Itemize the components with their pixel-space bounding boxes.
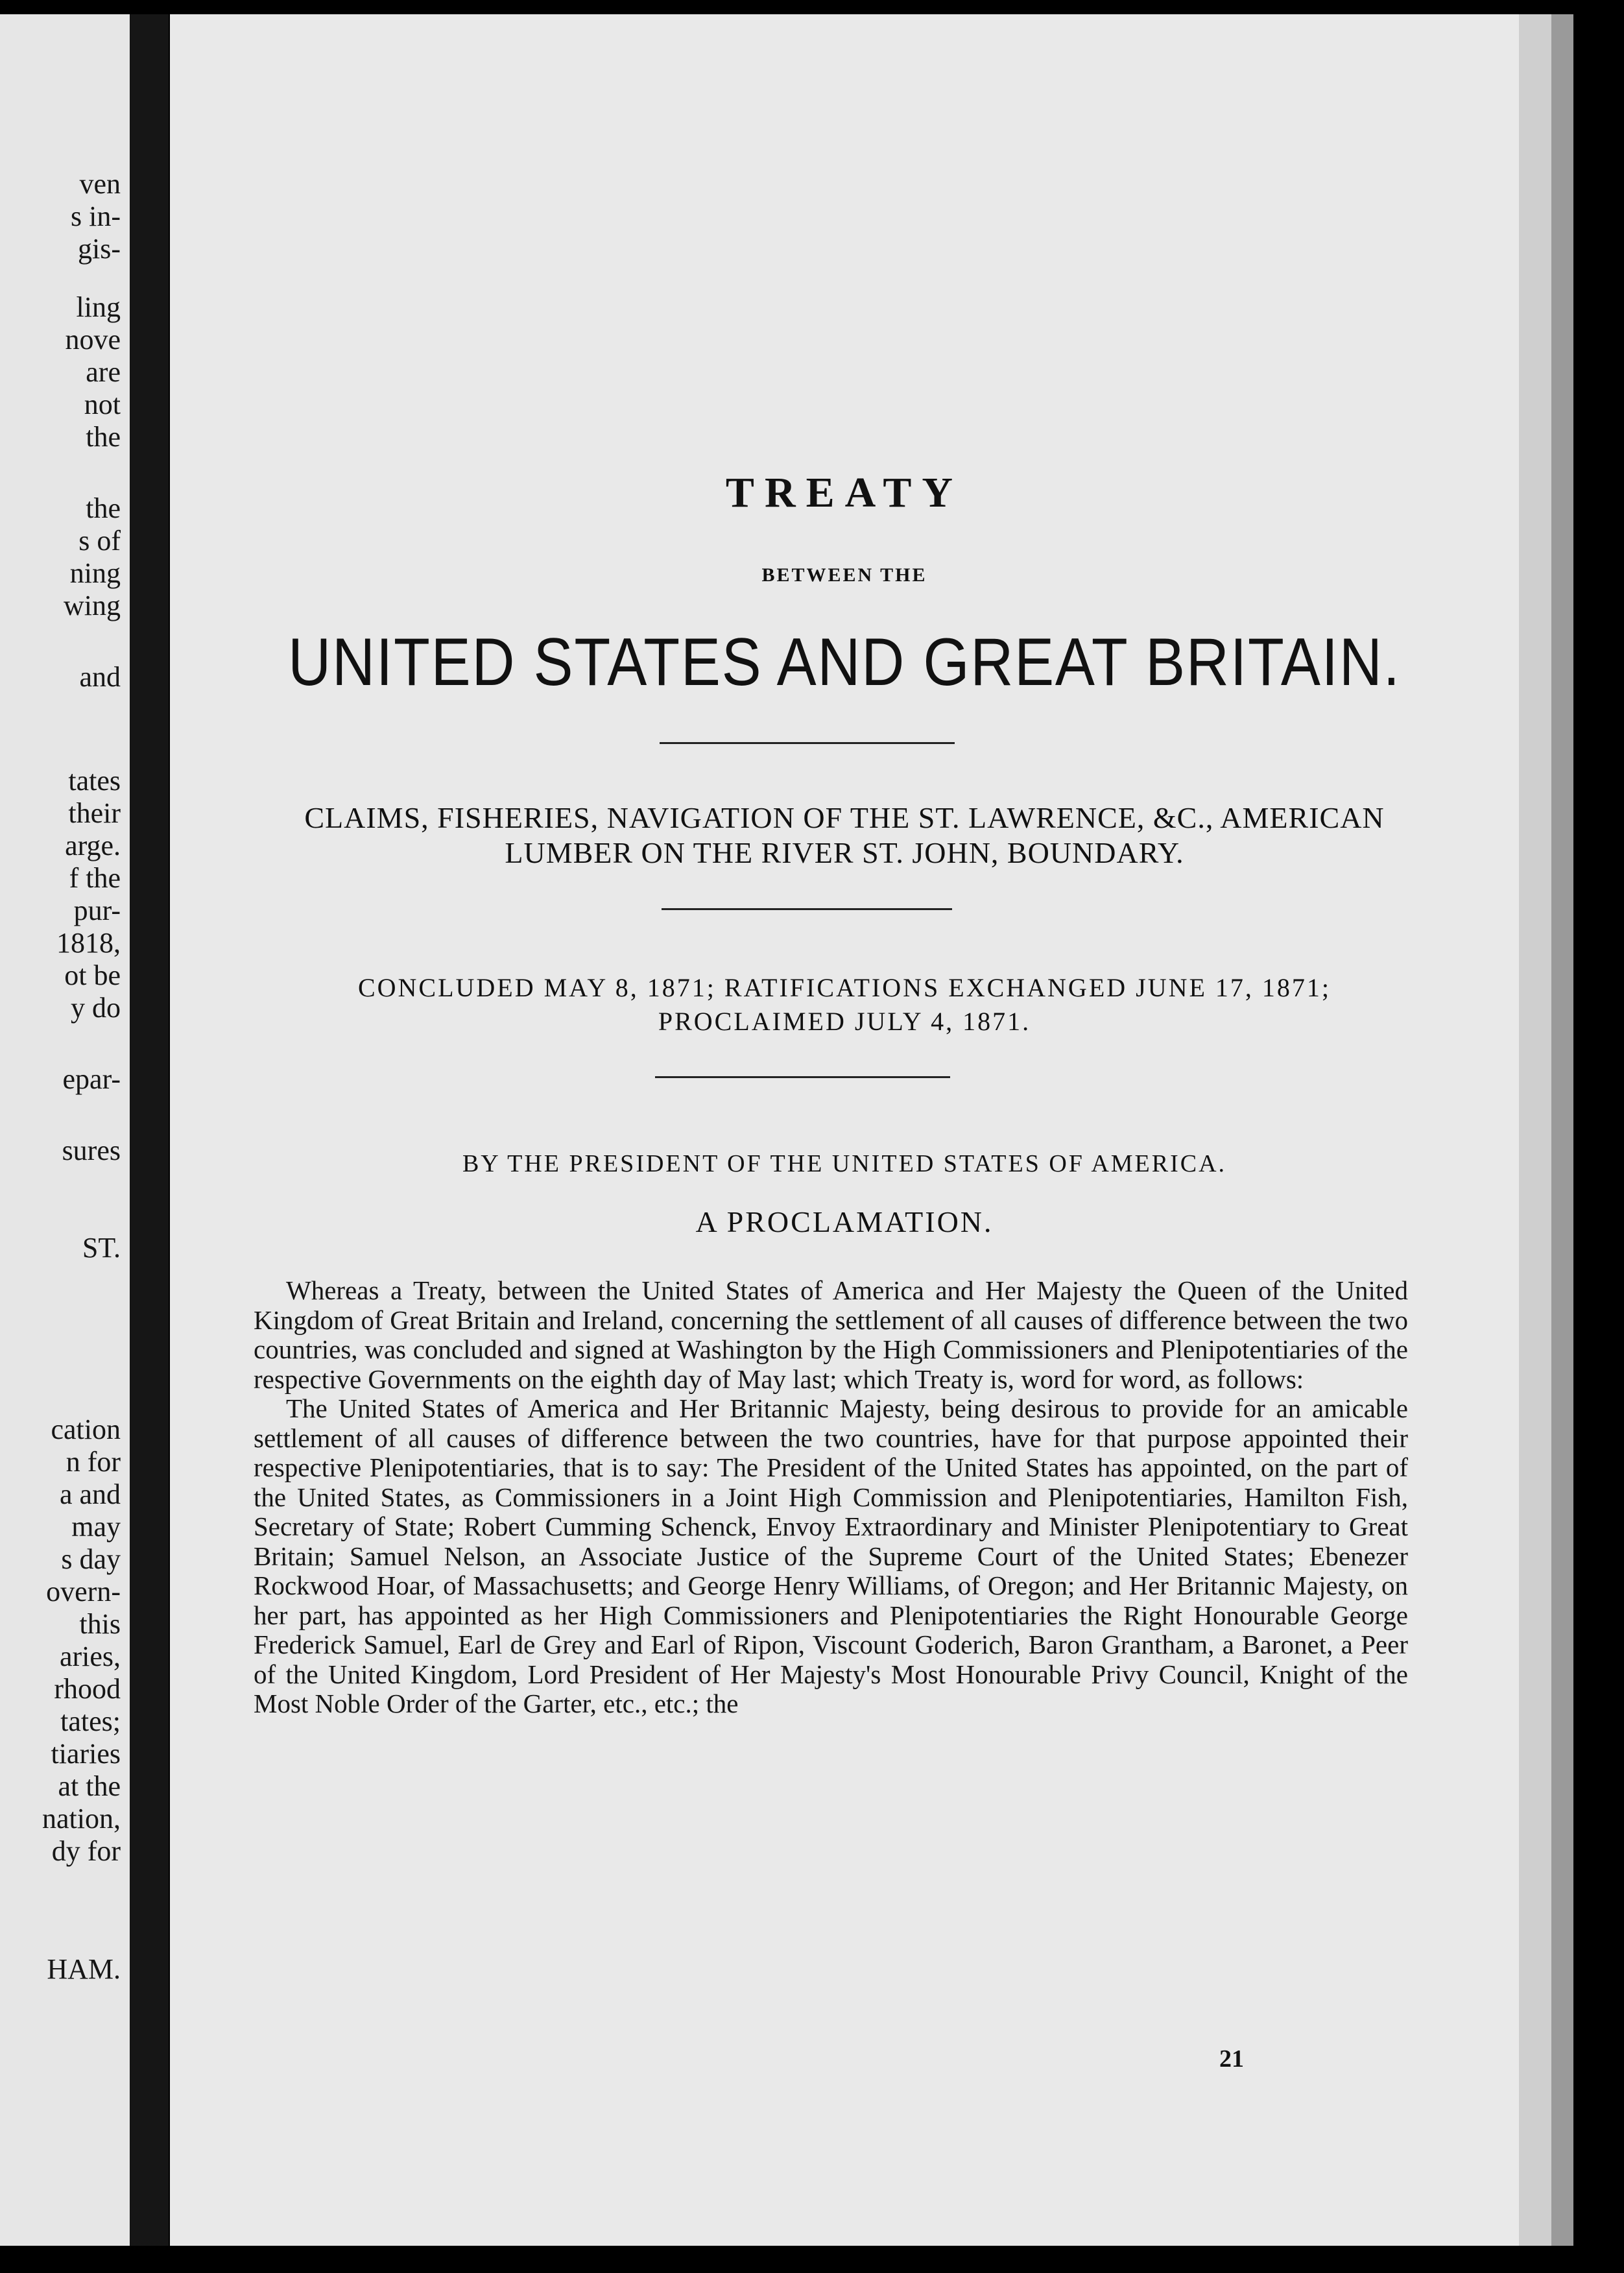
previous-page-line-fragment: sures — [62, 1135, 121, 1166]
subject-line-2: LUMBER ON THE RIVER ST. JOHN, BOUNDARY. — [505, 836, 1184, 869]
previous-page-line-fragment: tates — [68, 765, 121, 797]
previous-page-line-fragment: ning — [69, 557, 121, 589]
previous-page-line-fragment: HAM. — [47, 1953, 121, 1985]
previous-page-line-fragment: ling — [76, 291, 121, 323]
book-gutter — [130, 14, 169, 2246]
divider-rule — [660, 742, 955, 744]
treaty-body-text — [254, 1276, 1408, 1719]
previous-page-line-fragment: aries, — [59, 1641, 121, 1672]
previous-page-line-fragment: s day — [61, 1543, 121, 1575]
previous-page-line-fragment: and — [79, 661, 121, 693]
previous-page-line-fragment: gis- — [78, 233, 121, 265]
previous-page-line-fragment: may — [71, 1511, 121, 1543]
previous-page-line-fragment: y do — [71, 992, 121, 1024]
previous-page-strip — [0, 14, 130, 2246]
proclamation-byline: BY THE PRESIDENT OF THE UNITED STATES OF AMERICA. — [462, 1150, 1227, 1177]
treaty-dates — [170, 971, 1519, 1039]
page-number: 21 — [1219, 2045, 1244, 2073]
previous-page-line-fragment: arge. — [65, 830, 121, 861]
previous-page-line-fragment: ot be — [64, 959, 121, 991]
previous-page-line-fragment: s of — [78, 525, 121, 557]
previous-page-line-fragment: a and — [59, 1478, 121, 1510]
previous-page-line-fragment: pur- — [73, 895, 121, 926]
previous-page-line-fragment: not — [84, 389, 121, 420]
dates-line-1: CONCLUDED MAY 8, 1871; RATIFICATIONS EXCHANGED JUNE 17, 1871; — [357, 973, 1331, 1002]
previous-page-line-fragment: s in- — [71, 200, 121, 232]
previous-page-line-fragment: n for — [66, 1446, 121, 1478]
body-paragraph: Whereas a Treaty, between the United States of America and Her Majesty the Queen of the United Kingdom of Great Britain and Ireland, concerning the settlement of all causes of difference between the two countries, was concluded and signed at Washington by the High Commissioners and Plenipotentiaries of the respective Governments on the eighth day of May last; which Treaty is, word for word, as follows: — [254, 1275, 1408, 1394]
previous-page-line-fragment: dy for — [51, 1835, 121, 1867]
previous-page-line-fragment: at the — [58, 1770, 121, 1802]
subject-line-1: CLAIMS, FISHERIES, NAVIGATION OF THE ST. LAWRENCE, &C., AMERICAN — [304, 801, 1385, 834]
document-title: TREATY — [725, 469, 964, 516]
previous-page-line-fragment: cation — [51, 1413, 121, 1445]
treaty-subject — [170, 800, 1519, 871]
previous-page-line-fragment: nove — [65, 324, 121, 355]
previous-page-line-fragment: nation, — [42, 1803, 121, 1834]
treaty-parties-heading: UNITED STATES AND GREAT BRITAIN. — [288, 625, 1401, 700]
previous-page-line-fragment: epar- — [62, 1063, 121, 1095]
treaty-page — [170, 14, 1519, 2246]
previous-page-line-fragment: tiaries — [51, 1738, 121, 1770]
previous-page-line-fragment: 1818, — [56, 927, 121, 959]
previous-page-line-fragment: ven — [79, 168, 121, 200]
dates-line-2: PROCLAIMED JULY 4, 1871. — [658, 1007, 1031, 1036]
previous-page-line-fragment: the — [86, 492, 121, 524]
page-edge-shadow — [1551, 14, 1573, 2246]
previous-page-line-fragment: their — [68, 797, 121, 829]
divider-rule — [655, 1076, 950, 1078]
previous-page-line-fragment: f the — [69, 862, 121, 894]
divider-rule — [662, 908, 952, 910]
title-connector: BETWEEN THE — [761, 564, 927, 586]
previous-page-line-fragment: are — [86, 356, 121, 388]
previous-page-line-fragment: the — [86, 421, 121, 453]
previous-page-line-fragment: this — [79, 1608, 121, 1640]
previous-page-line-fragment: ST. — [82, 1232, 121, 1264]
page-edge — [1519, 14, 1551, 2246]
previous-page-line-fragment: overn- — [46, 1576, 121, 1607]
previous-page-line-fragment: wing — [64, 590, 121, 621]
previous-page-line-fragment: tates; — [60, 1705, 121, 1737]
body-paragraph: The United States of America and Her Britannic Majesty, being desirous to provide for an amicable settlement of all causes of difference between the two countries, have for that purpose appointed their respective Plenipotentiaries, that is to say: The President of the United States has appointed, on the part of the United States, as Commissioners in a Joint High Commission and Plenipotentiaries, Hamilton Fish, Secretary of State; Robert Cumming Schenck, Envoy Extraordinary and Minister Plenipotentiary to Great Britain; Samuel Nelson, an Associate Justice of the Supreme Court of the United States; Ebenezer Rockwood Hoar, of Massachusetts; and George Henry Williams, of Oregon; and Her Britannic Majesty, on her part, has appointed as her High Commissioners and Plenipotentiaries the Right Honourable George Frederick Samuel, Earl de Grey and Earl of Ripon, Viscount Goderich, Baron Grantham, a Baronet, a Peer of the United Kingdom, Lord President of Her Majesty's Most Honourable Privy Council, Knight of the Most Noble Order of the Garter, etc., etc.; the — [254, 1393, 1408, 1718]
proclamation-heading: A PROCLAMATION. — [695, 1205, 994, 1238]
previous-page-line-fragment: rhood — [54, 1673, 121, 1705]
